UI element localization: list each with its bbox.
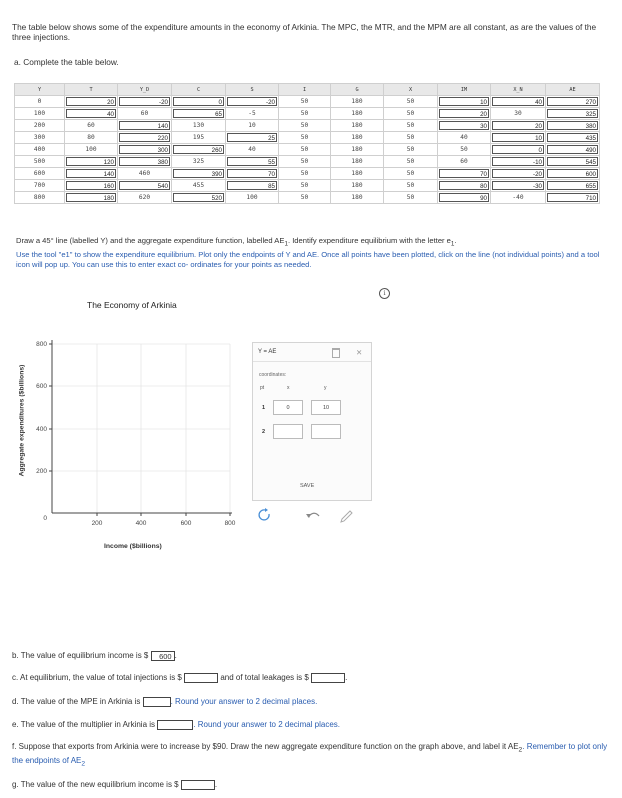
table-cell xyxy=(65,156,118,168)
table-cell xyxy=(546,156,600,168)
table-cell-g: 180 xyxy=(331,96,384,108)
table-input-im[interactable]: 30 xyxy=(439,121,489,130)
table-cell xyxy=(438,192,491,204)
point-2-y-input[interactable] xyxy=(311,424,341,439)
table-input-ae[interactable]: 380 xyxy=(547,121,598,130)
save-button[interactable]: SAVE xyxy=(300,483,315,489)
tool-divider xyxy=(253,361,371,362)
x-tick-label: 400 xyxy=(135,520,147,527)
table-cell xyxy=(226,132,279,144)
graph-canvas[interactable] xyxy=(0,330,250,535)
table-cell-im: 60 xyxy=(438,156,491,168)
close-icon[interactable]: ✕ xyxy=(356,348,363,357)
table-input-c[interactable]: 0 xyxy=(173,97,224,106)
table-cell-i: 50 xyxy=(279,168,331,180)
table-input-im[interactable]: 80 xyxy=(439,181,489,190)
graph-instructions xyxy=(16,236,606,270)
question-c: c. At equilibrium, the value of total injections is $ and of total leakages is $ . xyxy=(12,673,348,683)
table-cell-i: 50 xyxy=(279,192,331,204)
graph-title: The Economy of Arkinia xyxy=(87,300,177,310)
pencil-icon[interactable] xyxy=(341,511,352,522)
table-cell-g: 180 xyxy=(331,132,384,144)
info-icon[interactable]: i xyxy=(379,288,390,299)
table-input-c[interactable]: 520 xyxy=(173,193,224,202)
table-cell-yd: 60 xyxy=(118,108,172,120)
table-row xyxy=(15,144,600,156)
table-cell-x: 50 xyxy=(384,96,438,108)
table-cell-g: 180 xyxy=(331,192,384,204)
table-cell xyxy=(172,192,226,204)
table-row xyxy=(15,108,600,120)
table-input-yd[interactable]: -20 xyxy=(119,97,170,106)
y-tick-label: 200 xyxy=(36,468,47,475)
table-row xyxy=(15,96,600,108)
question-f xyxy=(12,742,612,769)
table-cell xyxy=(226,180,279,192)
table-cell xyxy=(438,108,491,120)
table-cell xyxy=(491,120,546,132)
instruction-sub: 1 xyxy=(450,240,455,248)
question-d-text: d. The value of the MPE in Arkinia is xyxy=(12,697,141,707)
table-cell xyxy=(546,132,600,144)
table-cell-yd: 620 xyxy=(118,192,172,204)
header-yd: Y_D xyxy=(118,84,172,96)
table-input-im[interactable]: 20 xyxy=(439,109,489,118)
table-cell-y: 400 xyxy=(15,144,65,156)
table-cell-y: 500 xyxy=(15,156,65,168)
table-cell-y: 300 xyxy=(15,132,65,144)
point-1-x-input[interactable]: 0 xyxy=(273,400,303,415)
table-cell xyxy=(226,156,279,168)
point-2-x-input[interactable] xyxy=(273,424,303,439)
table-cell xyxy=(172,108,226,120)
table-cell-c: 130 xyxy=(172,120,226,132)
table-cell xyxy=(118,144,172,156)
y-axis-label: Aggregate expenditures ($billions) xyxy=(18,364,26,477)
table-cell-x: 50 xyxy=(384,120,438,132)
table-cell-i: 50 xyxy=(279,180,331,192)
table-cell xyxy=(546,180,600,192)
expenditure-table xyxy=(14,83,600,204)
table-input-xn[interactable]: -10 xyxy=(492,157,544,166)
table-input-c[interactable]: 65 xyxy=(173,109,224,118)
table-input-xn[interactable]: 20 xyxy=(492,121,544,130)
instruction-sub: 1 xyxy=(284,240,288,248)
table-input-xn[interactable]: 10 xyxy=(492,133,544,142)
table-cell xyxy=(65,108,118,120)
table-input-s[interactable]: 55 xyxy=(227,157,277,166)
table-input-im[interactable]: 70 xyxy=(439,169,489,178)
table-cell xyxy=(118,132,172,144)
table-cell-y: 800 xyxy=(15,192,65,204)
table-cell xyxy=(546,168,600,180)
instruction-text: Draw a 45° line (labelled Y) and the aggregate expenditure function, labelled AE xyxy=(16,236,285,245)
col-pt-label: pt xyxy=(260,385,265,391)
header-im: IM xyxy=(438,84,491,96)
table-input-im[interactable]: 10 xyxy=(439,97,489,106)
header-i: I xyxy=(279,84,331,96)
question-e-note: . Round your answer to 2 decimal places. xyxy=(193,720,341,730)
coordinate-tool-panel xyxy=(252,342,372,501)
new-equilibrium-income-input[interactable] xyxy=(181,780,215,790)
table-cell-c: 325 xyxy=(172,156,226,168)
total-injections-input[interactable] xyxy=(184,673,218,683)
table-cell xyxy=(491,144,546,156)
table-cell-t: 100 xyxy=(65,144,118,156)
y-tick-label: 400 xyxy=(36,426,47,433)
question-g: g. The value of the new equilibrium income is $ . xyxy=(12,780,218,790)
table-cell-i: 50 xyxy=(279,120,331,132)
header-c: C xyxy=(172,84,226,96)
table-cell-i: 50 xyxy=(279,144,331,156)
table-cell xyxy=(118,180,172,192)
table-input-ae[interactable]: 490 xyxy=(547,145,598,154)
table-input-yd[interactable]: 540 xyxy=(119,181,170,190)
table-cell xyxy=(226,96,279,108)
table-cell xyxy=(65,96,118,108)
undo-icon[interactable] xyxy=(306,513,319,518)
x-tick-label: 200 xyxy=(91,520,103,527)
header-xn: X_N xyxy=(491,84,546,96)
instruction-text: . xyxy=(454,236,457,245)
intro-text: The table below shows some of the expenditure amounts in the economy of Arkinia. The MPC, the MTR, and the MPM are all constant, as are the values of the three injections. xyxy=(12,22,597,42)
x-axis-label: Income ($billions) xyxy=(104,543,162,550)
point-1-y-input[interactable]: 10 xyxy=(311,400,341,415)
table-cell xyxy=(438,120,491,132)
table-cell-t: 60 xyxy=(65,120,118,132)
table-input-t[interactable]: 180 xyxy=(66,193,116,202)
table-input-s[interactable]: -20 xyxy=(227,97,277,106)
question-f-note: . Remember to plot only the endpoints of AE xyxy=(12,742,608,765)
table-cell xyxy=(172,144,226,156)
col-x-label: x xyxy=(287,385,290,391)
table-input-ae[interactable]: 325 xyxy=(547,109,598,118)
table-cell-im: 40 xyxy=(438,132,491,144)
table-cell-x: 50 xyxy=(384,132,438,144)
table-input-s[interactable]: 85 xyxy=(227,181,277,190)
table-cell-t: 80 xyxy=(65,132,118,144)
table-input-xn[interactable]: 40 xyxy=(492,97,544,106)
axis-ticks xyxy=(49,344,230,516)
table-input-yd[interactable]: 140 xyxy=(119,121,170,130)
table-cell xyxy=(118,96,172,108)
header-g: G xyxy=(331,84,384,96)
total-leakages-input[interactable] xyxy=(311,673,345,683)
table-cell-s: 100 xyxy=(226,192,279,204)
table-cell xyxy=(491,132,546,144)
coordinates-label: coordinates: xyxy=(259,372,287,378)
table-cell-x: 50 xyxy=(384,168,438,180)
question-c-mid: and of total leakages is $ xyxy=(220,673,309,683)
header-x: X xyxy=(384,84,438,96)
table-input-c[interactable]: 260 xyxy=(173,145,224,154)
table-input-xn[interactable]: 0 xyxy=(492,145,544,154)
question-b: b. The value of equilibrium income is $ 600 . xyxy=(12,651,177,661)
table-cell-xn: -40 xyxy=(491,192,546,204)
equilibrium-income-input[interactable]: 600 xyxy=(151,651,175,661)
table-cell-c: 455 xyxy=(172,180,226,192)
table-cell-g: 180 xyxy=(331,108,384,120)
table-input-yd[interactable]: 300 xyxy=(119,145,170,154)
table-cell xyxy=(118,156,172,168)
question-b-text: b. The value of equilibrium income is $ xyxy=(12,651,149,661)
table-cell xyxy=(65,168,118,180)
part-a-label: a. Complete the table below. xyxy=(14,57,119,67)
table-row xyxy=(15,168,600,180)
table-cell-y: 700 xyxy=(15,180,65,192)
graph-toolbar xyxy=(252,505,370,525)
table-cell-x: 50 xyxy=(384,192,438,204)
table-cell xyxy=(226,168,279,180)
table-cell xyxy=(65,192,118,204)
question-d xyxy=(12,697,317,707)
table-cell xyxy=(438,96,491,108)
question-f-sub: 2 xyxy=(81,760,86,768)
table-row xyxy=(15,180,600,192)
table-input-xn[interactable]: -20 xyxy=(492,169,544,178)
table-cell-i: 50 xyxy=(279,156,331,168)
table-cell xyxy=(491,156,546,168)
table-cell xyxy=(546,192,600,204)
table-cell-g: 180 xyxy=(331,180,384,192)
table-row xyxy=(15,120,600,132)
table-cell xyxy=(438,168,491,180)
tool-instruction-text: Use the tool "e1" to show the expenditure equilibrium. Plot only the endpoints of Y and AE. Once all points have been plotted, click on the line (not individual points) and a tool icon will pop up. You can use this to enter exact co- ordinates for your points as needed. xyxy=(16,249,600,269)
table-cell xyxy=(491,168,546,180)
table-cell-x: 50 xyxy=(384,156,438,168)
table-cell xyxy=(172,96,226,108)
table-cell xyxy=(546,108,600,120)
table-cell-g: 180 xyxy=(331,144,384,156)
table-cell-xn: 30 xyxy=(491,108,546,120)
table-cell xyxy=(491,96,546,108)
table-cell-s: 40 xyxy=(226,144,279,156)
table-cell-x: 50 xyxy=(384,144,438,156)
table-cell-x: 50 xyxy=(384,180,438,192)
table-input-t[interactable]: 40 xyxy=(66,109,116,118)
table-row xyxy=(15,156,600,168)
table-cell-im: 50 xyxy=(438,144,491,156)
reset-icon[interactable] xyxy=(259,508,269,520)
x-tick-label: 600 xyxy=(180,520,192,527)
col-y-label: y xyxy=(324,385,327,391)
table-cell xyxy=(172,168,226,180)
table-cell xyxy=(118,120,172,132)
point-number: 1 xyxy=(262,405,266,411)
header-y: Y xyxy=(15,84,65,96)
table-input-yd[interactable]: 220 xyxy=(119,133,170,142)
header-ae: AE xyxy=(546,84,600,96)
header-s: S xyxy=(226,84,279,96)
table-cell xyxy=(546,120,600,132)
table-input-ae[interactable]: 270 xyxy=(547,97,598,106)
question-e-text: e. The value of the multiplier in Arkinia is xyxy=(12,720,156,730)
header-t: T xyxy=(65,84,118,96)
table-cell xyxy=(65,180,118,192)
table-input-s[interactable]: 25 xyxy=(227,133,277,142)
table-cell-y: 0 xyxy=(15,96,65,108)
table-cell xyxy=(491,180,546,192)
trash-icon[interactable] xyxy=(332,348,340,358)
question-g-text: g. The value of the new equilibrium income is $ xyxy=(12,780,179,790)
table-cell-x: 50 xyxy=(384,108,438,120)
table-cell-s: -5 xyxy=(226,108,279,120)
table-cell-s: 10 xyxy=(226,120,279,132)
table-input-ae[interactable]: 545 xyxy=(547,157,598,166)
origin-label: 0 xyxy=(43,515,47,522)
instruction-text: . Identify expenditure equilibrium with the letter e xyxy=(287,236,451,245)
table-input-t[interactable]: 140 xyxy=(66,169,116,178)
table-cell-g: 180 xyxy=(331,156,384,168)
y-tick-label: 800 xyxy=(36,341,47,348)
y-tick-label: 600 xyxy=(36,383,47,390)
table-input-c[interactable]: 390 xyxy=(173,169,224,178)
tool-title: Y = AE xyxy=(258,349,277,355)
table-input-xn[interactable]: -30 xyxy=(492,181,544,190)
table-input-ae[interactable]: 435 xyxy=(547,133,598,142)
table-input-s[interactable]: 70 xyxy=(227,169,277,178)
table-input-ae[interactable]: 710 xyxy=(547,193,598,202)
table-row xyxy=(15,192,600,204)
table-cell-i: 50 xyxy=(279,108,331,120)
table-input-t[interactable]: 120 xyxy=(66,157,116,166)
table-cell-g: 180 xyxy=(331,120,384,132)
table-cell-yd: 460 xyxy=(118,168,172,180)
question-f-text: f. Suppose that exports from Arkinia were to increase by $90. Draw the new aggregate expenditure function on the graph above, and label it AE xyxy=(12,742,519,751)
question-c-text: c. At equilibrium, the value of total injections is $ xyxy=(12,673,182,683)
table-input-t[interactable]: 160 xyxy=(66,181,116,190)
question-f-sub: 2 xyxy=(518,746,523,754)
table-cell-y: 100 xyxy=(15,108,65,120)
table-cell xyxy=(546,96,600,108)
table-cell xyxy=(546,144,600,156)
table-input-ae[interactable]: 600 xyxy=(547,169,598,178)
table-cell-y: 600 xyxy=(15,168,65,180)
table-input-t[interactable]: 20 xyxy=(66,97,116,106)
table-header-row xyxy=(15,84,600,96)
table-cell xyxy=(438,180,491,192)
question-e xyxy=(12,720,340,730)
table-input-im[interactable]: 90 xyxy=(439,193,489,202)
mpe-input[interactable] xyxy=(143,697,171,707)
table-row xyxy=(15,132,600,144)
graph-grid xyxy=(52,344,230,513)
table-input-ae[interactable]: 655 xyxy=(547,181,598,190)
table-cell-g: 180 xyxy=(331,168,384,180)
x-tick-label: 800 xyxy=(224,520,236,527)
table-cell-i: 50 xyxy=(279,96,331,108)
point-number: 2 xyxy=(262,429,266,435)
question-d-note: . Round your answer to 2 decimal places. xyxy=(170,697,318,707)
table-cell-i: 50 xyxy=(279,132,331,144)
table-input-yd[interactable]: 380 xyxy=(119,157,170,166)
multiplier-input[interactable] xyxy=(157,720,193,730)
table-cell-y: 200 xyxy=(15,120,65,132)
table-cell-c: 195 xyxy=(172,132,226,144)
